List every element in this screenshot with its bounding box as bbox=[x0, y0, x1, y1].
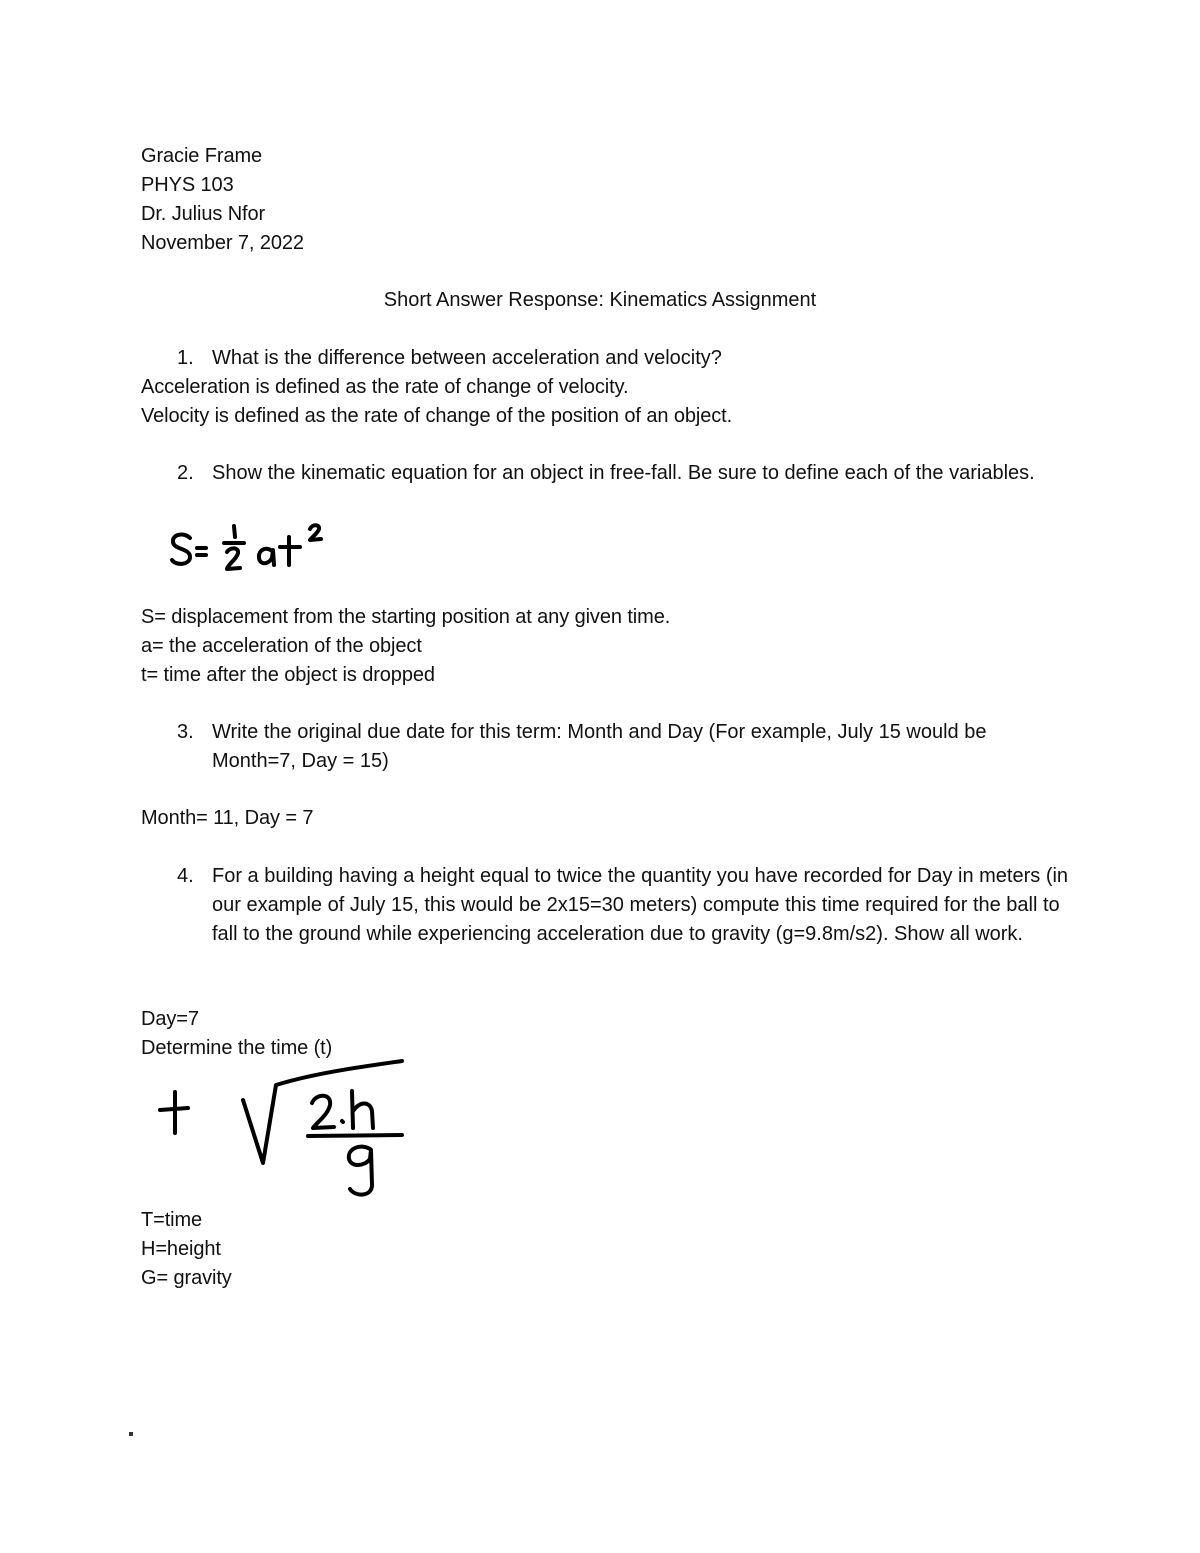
q3-question: Write the original due date for this term: Month and Day (For example, July 15 would be Month=7, Day = 15) bbox=[212, 721, 987, 772]
document-title: Short Answer Response: Kinematics Assignment bbox=[383, 289, 817, 311]
q2-definition: a= the acceleration of the object bbox=[141, 635, 422, 657]
q3-number: 3. bbox=[177, 721, 194, 743]
q2-number: 2. bbox=[177, 462, 194, 484]
document-date: November 7, 2022 bbox=[141, 232, 304, 254]
handwritten-time-equation bbox=[150, 1055, 410, 1200]
q2-definition: S= displacement from the starting position at any given time. bbox=[141, 606, 671, 628]
q2-question: Show the kinematic equation for an object in free-fall. Be sure to define each of the variables. bbox=[212, 462, 1035, 484]
q1-number: 1. bbox=[177, 347, 194, 369]
q3-answer: Month= 11, Day = 7 bbox=[141, 807, 314, 829]
q1-question: What is the difference between acceleration and velocity? bbox=[212, 347, 722, 369]
student-name: Gracie Frame bbox=[141, 145, 263, 167]
q2-definition: t= time after the object is dropped bbox=[141, 664, 435, 686]
q4-definition: T=time bbox=[141, 1209, 203, 1231]
q1-answer-line: Velocity is defined as the rate of change of the position of an object. bbox=[141, 405, 733, 427]
q4-definition: H=height bbox=[141, 1238, 221, 1260]
q4-number: 4. bbox=[177, 865, 194, 887]
q1-answer-line: Acceleration is defined as the rate of change of velocity. bbox=[141, 376, 629, 398]
stray-dot bbox=[129, 1432, 133, 1436]
q4-question: For a building having a height equal to twice the quantity you have recorded for Day in meters (in our example of July 15, this would be 2x15=30 meters) compute this time required for the ball to fall to the ground while experiencing acceleration due to gravity (g=9.8m/s2). Show all work. bbox=[212, 865, 1069, 945]
q4-work-line: Day=7 bbox=[141, 1008, 199, 1030]
q4-definition: G= gravity bbox=[141, 1267, 232, 1289]
q4-work-line: Determine the time (t) bbox=[141, 1037, 333, 1059]
course-code: PHYS 103 bbox=[141, 174, 234, 196]
handwritten-freefall-equation bbox=[160, 520, 340, 590]
instructor-name: Dr. Julius Nfor bbox=[141, 203, 266, 225]
